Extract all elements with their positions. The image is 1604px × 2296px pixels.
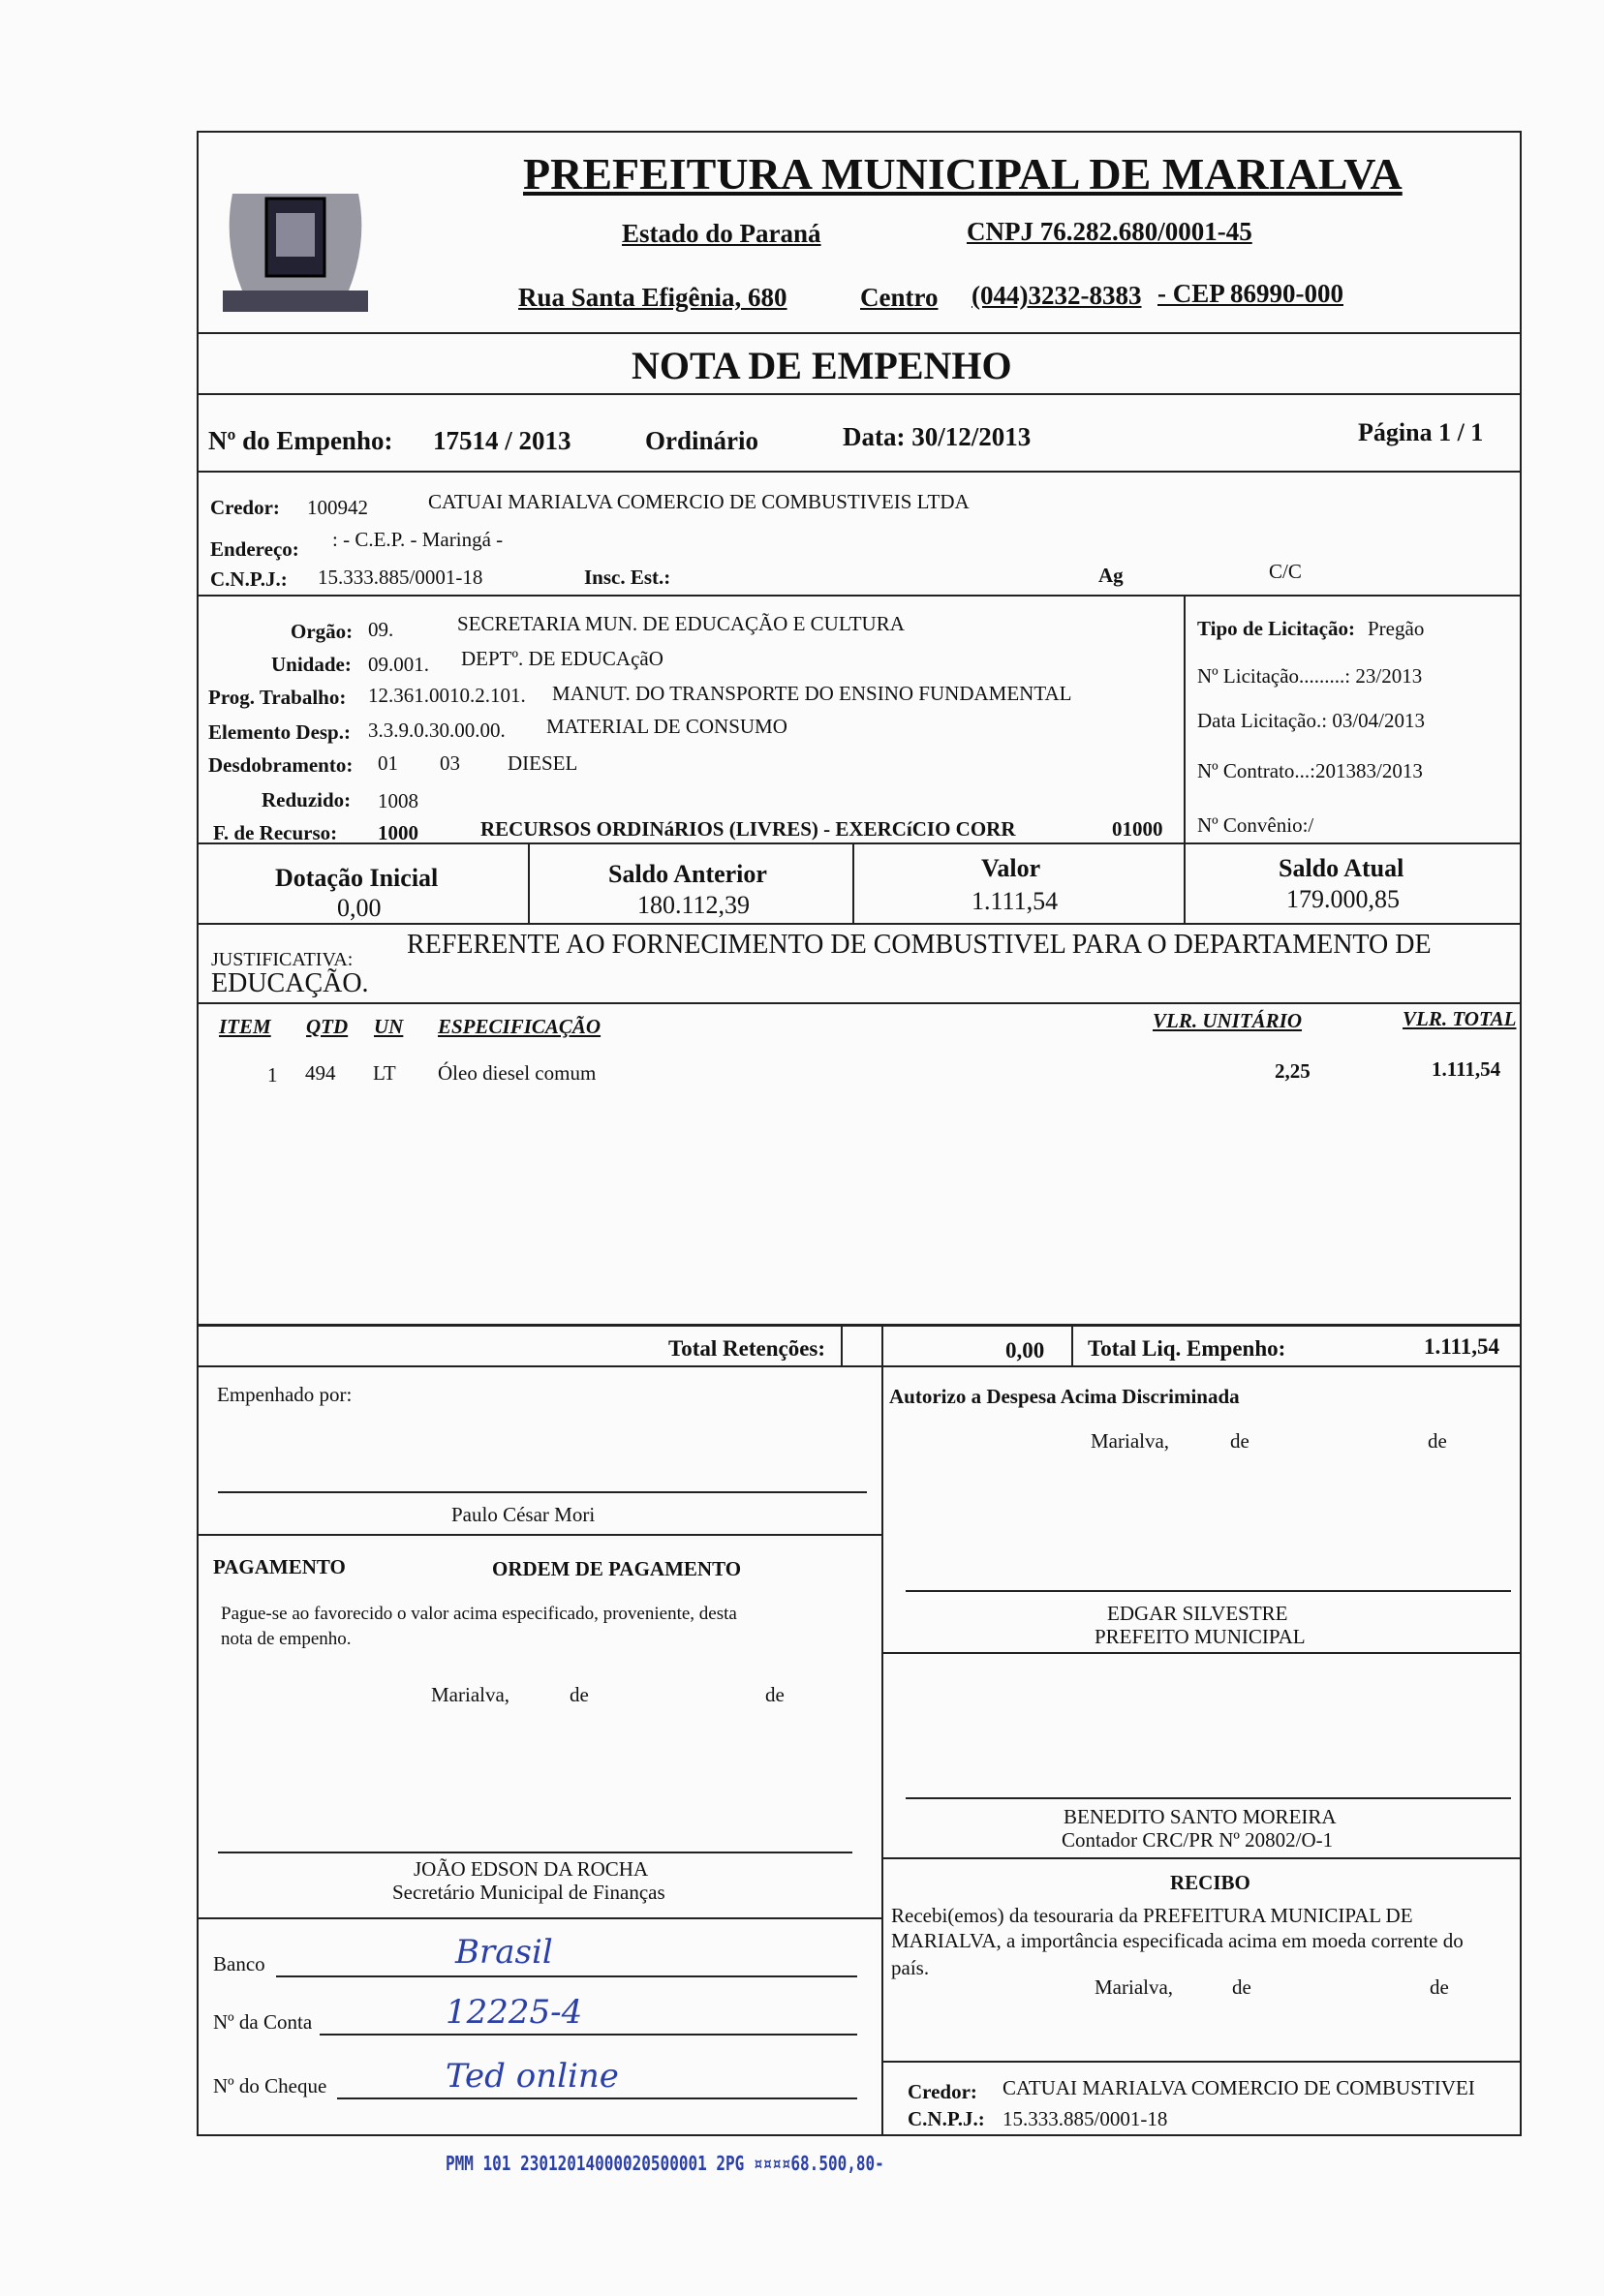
orgao-desc: SECRETARIA MUN. DE EDUCAÇÃO E CULTURA [457, 612, 905, 635]
item-especificacao: Óleo diesel comum [438, 1061, 597, 1085]
recibo-text-cont: MARIALVA, a importância especificada acima em moeda corrente do [891, 1929, 1464, 1952]
desdobramento-label: Desdobramento: [208, 753, 354, 777]
page-title: PREFEITURA MUNICIPAL DE MARIALVA [523, 149, 1403, 199]
numero-contrato: Nº Contrato...:201383/2013 [1197, 759, 1423, 782]
col-especificacao: ESPECIFICAÇÃO [438, 1015, 602, 1038]
ordem-pagamento-label: ORDEM DE PAGAMENTO [492, 1557, 742, 1580]
saldo-atual-label: Saldo Atual [1279, 854, 1404, 882]
data-licitacao: Data Licitação.: 03/04/2013 [1197, 709, 1426, 732]
autorizo-de-2: de [1428, 1429, 1447, 1453]
recibo-text: Recebi(emos) da tesouraria da PREFEITURA MUNICIPAL DE [891, 1904, 1413, 1927]
tipo-licitacao-label: Tipo de Licitação: [1197, 617, 1355, 640]
tipo-licitacao-value: Pregão [1368, 617, 1425, 640]
credor-code: 100942 [307, 496, 368, 519]
payment-stamp: PMM 101 23012014000020500001 2PG ¤¤¤¤68.500,80- [446, 2152, 884, 2175]
col-vlr-total: VLR. TOTAL [1403, 1007, 1517, 1030]
recibo-text-cont2: país. [891, 1956, 930, 1979]
pagamento-label: PAGAMENTO [213, 1555, 346, 1578]
prog-label: Prog. Trabalho: [208, 686, 347, 709]
contador-title: Contador CRC/PR Nº 20802/O-1 [1062, 1828, 1334, 1852]
document-title: NOTA DE EMPENHO [632, 344, 1012, 387]
col-vlr-unitario: VLR. UNITÁRIO [1153, 1009, 1303, 1032]
desdobramento-1: 01 [378, 751, 398, 775]
item-vlr-unitario: 2,25 [1275, 1059, 1311, 1083]
empenho-label: Nº do Empenho: [208, 426, 393, 455]
coat-of-arms-logo [203, 155, 387, 329]
cnpj: CNPJ 76.282.680/0001-45 [967, 217, 1252, 246]
col-un: UN [374, 1015, 404, 1038]
pagamento-text-cont: nota de empenho. [221, 1629, 352, 1649]
district: Centro [860, 283, 939, 312]
unidade-desc: DEPTº. DE EDUCAçãO [461, 647, 663, 670]
empenho-number: 17514 / 2013 [433, 426, 571, 455]
autorizo-de-1: de [1230, 1429, 1249, 1453]
recibo-de-2: de [1430, 1975, 1449, 1999]
pagamento-place: Marialva, [431, 1683, 510, 1706]
desdobramento-2: 03 [440, 751, 460, 775]
total-liq-label: Total Liq. Empenho: [1088, 1336, 1286, 1361]
cheque-label: Nº do Cheque [213, 2074, 327, 2097]
cc-label: C/C [1269, 560, 1302, 583]
item-vlr-total: 1.111,54 [1432, 1057, 1501, 1081]
recurso-desc: RECURSOS ORDINáRIOS (LIVRES) - EXERCíCIO CORR [480, 817, 1016, 841]
autorizo-place: Marialva, [1091, 1429, 1170, 1453]
total-liq-value: 1.111,54 [1424, 1334, 1499, 1359]
cnpj-label: C.N.P.J.: [210, 567, 288, 591]
footer-cnpj-value: 15.333.885/0001-18 [1002, 2107, 1168, 2130]
conta-label: Nº da Conta [213, 2010, 313, 2034]
conta-value: 12225-4 [446, 1993, 583, 2032]
banco-value: Brasil [455, 1933, 553, 1972]
pagamento-de-1: de [570, 1683, 589, 1706]
col-qtd: QTD [306, 1015, 349, 1038]
justificativa-text-cont: EDUCAÇÃO. [211, 968, 369, 998]
recibo-label: RECIBO [1170, 1871, 1250, 1894]
prog-code: 12.361.0010.2.101. [368, 684, 526, 707]
dotacao-inicial-value: 0,00 [337, 894, 382, 922]
footer-credor-label: Credor: [908, 2080, 977, 2103]
valor-label: Valor [981, 854, 1041, 882]
address: Rua Santa Efigênia, 680 [518, 283, 787, 312]
numero-licitacao: Nº Licitação.........: 23/2013 [1197, 664, 1423, 688]
recurso-label: F. de Recurso: [213, 821, 338, 844]
total-retencoes-value: 0,00 [1005, 1338, 1045, 1362]
address-label: Endereço: [210, 537, 299, 561]
recibo-de-1: de [1232, 1975, 1251, 1999]
orgao-label: Orgão: [291, 620, 354, 643]
unidade-code: 09.001. [368, 653, 429, 676]
banco-label: Banco [213, 1952, 265, 1975]
credor-name: CATUAI MARIALVA COMERCIO DE COMBUSTIVEIS LTDA [428, 490, 970, 513]
item-qtd: 494 [305, 1061, 336, 1085]
credor-address: : - C.E.P. - Maringá - [332, 528, 504, 551]
elemento-code: 3.3.9.0.30.00.00. [368, 719, 506, 742]
elemento-label: Elemento Desp.: [208, 720, 351, 744]
footer-credor-name: CATUAI MARIALVA COMERCIO DE COMBUSTIVEI [1002, 2076, 1475, 2099]
cheque-value: Ted online [446, 2057, 619, 2096]
orgao-code: 09. [368, 618, 394, 641]
secretario-name: JOÃO EDSON DA ROCHA [414, 1857, 649, 1881]
justificativa-label: JUSTIFICATIVA: [211, 949, 354, 970]
col-item: ITEM [219, 1015, 271, 1038]
unidade-label: Unidade: [271, 653, 352, 676]
page-number: Página 1 / 1 [1358, 418, 1484, 446]
autorizo-label: Autorizo a Despesa Acima Discriminada [889, 1385, 1240, 1408]
prog-desc: MANUT. DO TRANSPORTE DO ENSINO FUNDAMENTAL [552, 682, 1072, 705]
cep: - CEP 86990-000 [1157, 279, 1343, 308]
empenhado-por-name: Paulo César Mori [451, 1503, 596, 1526]
footer-cnpj-label: C.N.P.J.: [908, 2107, 985, 2130]
prefeito-title: PREFEITO MUNICIPAL [1095, 1625, 1306, 1648]
valor-value: 1.111,54 [972, 887, 1059, 915]
secretario-title: Secretário Municipal de Finanças [392, 1881, 665, 1904]
phone: (044)3232-8383 [972, 281, 1142, 310]
recurso-code: 1000 [378, 821, 418, 844]
saldo-atual-value: 179.000,85 [1286, 885, 1400, 913]
recurso-number: 01000 [1112, 817, 1163, 841]
credor-label: Credor: [210, 496, 280, 519]
reduzido-label: Reduzido: [262, 788, 352, 811]
elemento-desc: MATERIAL DE CONSUMO [546, 715, 787, 738]
pagamento-text: Pague-se ao favorecido o valor acima especificado, proveniente, desta [221, 1604, 737, 1624]
numero-convenio: Nº Convênio:/ [1197, 813, 1314, 837]
prefeito-name: EDGAR SILVESTRE [1107, 1602, 1288, 1625]
ag-label: Ag [1098, 564, 1124, 587]
contador-name: BENEDITO SANTO MOREIRA [1064, 1805, 1337, 1828]
insc-label: Insc. Est.: [584, 566, 671, 589]
pagamento-de-2: de [765, 1683, 785, 1706]
empenho-date: Data: 30/12/2013 [843, 422, 1032, 451]
justificativa-text: REFERENTE AO FORNECIMENTO DE COMBUSTIVEL PARA O DEPARTAMENTO DE [407, 930, 1432, 960]
empenhado-por-label: Empenhado por: [217, 1383, 353, 1406]
saldo-anterior-value: 180.112,39 [637, 891, 751, 919]
credor-cnpj: 15.333.885/0001-18 [318, 566, 483, 589]
item-number: 1 [267, 1063, 278, 1087]
state: Estado do Paraná [622, 219, 821, 248]
item-un: LT [373, 1061, 396, 1085]
desdobramento-desc: DIESEL [508, 751, 578, 775]
empenho-type: Ordinário [645, 426, 759, 455]
total-retencoes-label: Total Retenções: [668, 1336, 826, 1361]
reduzido-value: 1008 [378, 789, 418, 812]
dotacao-inicial-label: Dotação Inicial [275, 864, 439, 892]
recibo-place: Marialva, [1095, 1975, 1174, 1999]
saldo-anterior-label: Saldo Anterior [608, 860, 767, 888]
